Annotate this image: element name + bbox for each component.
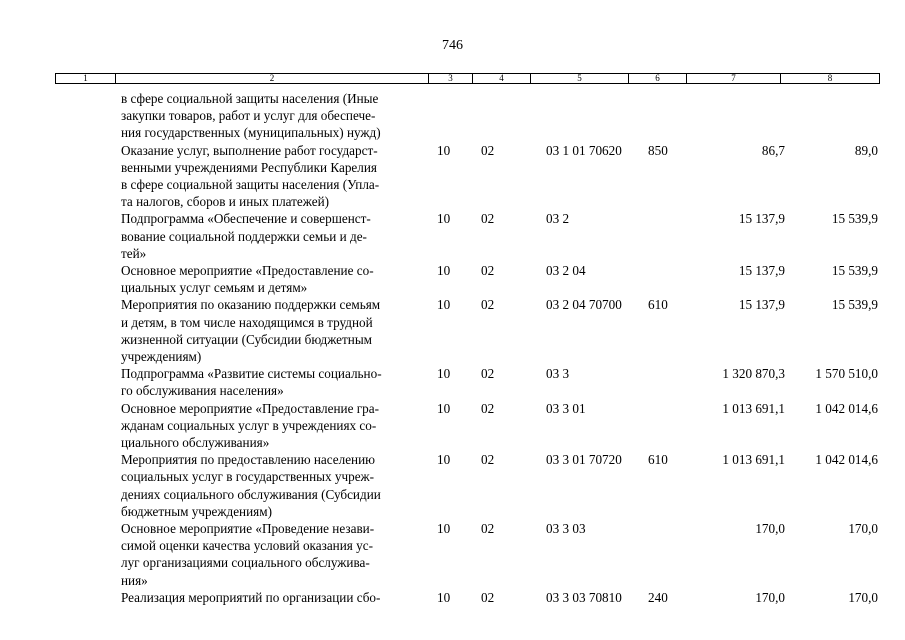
row-name [121,142,421,211]
cell-col-5: 03 2 04 70700 [546,297,622,313]
header-col-5: 5 [531,74,629,83]
row-name-line: Оказание услуг, выполнение работ государст- [121,142,378,158]
row-name-line: луг организациями социального обслужива- [121,555,370,571]
row-name-line: жизненной ситуации (Субсидии бюджетным [121,331,373,347]
cell-col-4: 02 [481,263,495,279]
cell-col-4: 02 [481,142,495,158]
row-name-line: социальных услуг в государственных учреж- [121,469,375,485]
cell-col-6: 610 [648,452,668,468]
table-row [0,296,905,365]
row-name [121,520,421,589]
row-name-line: го обслуживания населения» [121,383,284,399]
cell-col-8: 1 042 014,6 [815,400,878,416]
row-name-line: Подпрограмма «Обеспечение и совершенст- [121,211,371,227]
cell-col-8: 1 042 014,6 [815,452,878,468]
header-col-2: 2 [116,74,429,83]
row-name-line: жданам социальных услуг в учреждениях со- [121,417,377,433]
cell-col-3: 10 [437,400,451,416]
cell-col-6: 850 [648,142,668,158]
cell-col-4: 02 [481,521,495,537]
cell-col-7: 1 013 691,1 [722,452,785,468]
cell-col-3: 10 [437,142,451,158]
row-name-line: Подпрограмма «Развитие системы социально- [121,366,382,382]
cell-col-8: 15 539,9 [831,211,878,227]
row-name-line: учреждениям) [121,349,202,365]
table-body [0,90,905,606]
cell-col-7: 15 137,9 [738,297,785,313]
table-row [0,451,905,520]
cell-col-5: 03 3 01 [546,400,586,416]
cell-col-4: 02 [481,589,495,605]
row-name-line: Реализация мероприятий по организации сбо- [121,589,381,605]
cell-col-5: 03 2 [546,211,570,227]
cell-col-7: 15 137,9 [738,211,785,227]
cell-col-3: 10 [437,589,451,605]
header-col-6: 6 [629,74,687,83]
cell-col-7: 170,0 [755,589,785,605]
row-name-line: та налогов, сборов и иных платежей) [121,194,330,210]
cell-col-5: 03 3 03 70810 [546,589,622,605]
header-col-7: 7 [687,74,781,83]
header-col-1: 1 [56,74,116,83]
cell-col-3: 10 [437,297,451,313]
row-name [121,296,421,365]
row-name [121,400,421,452]
cell-col-4: 02 [481,366,495,382]
row-name-line: бюджетным учреждениям) [121,503,272,519]
header-col-4: 4 [473,74,531,83]
cell-col-6: 610 [648,297,668,313]
row-name-line: венными учреждениями Республики Карелия [121,159,377,175]
row-name [121,262,421,296]
table-row [0,589,905,606]
cell-col-4: 02 [481,452,495,468]
row-name-line: в сфере социальной защиты населения (Иные [121,91,379,106]
cell-col-8: 15 539,9 [831,297,878,313]
row-name-line: и детям, в том числе находящимся в трудной [121,314,373,330]
row-name [121,210,421,262]
cell-col-4: 02 [481,211,495,227]
cell-col-8: 89,0 [854,142,878,158]
cell-col-7: 86,7 [761,142,785,158]
cell-col-7: 170,0 [755,521,785,537]
row-name-line: закупки товаров, работ и услуг для обеспече- [121,108,376,124]
row-name-line: циального обслуживания» [121,435,270,451]
row-name-line: тей» [121,245,147,261]
cell-col-5: 03 2 04 [546,263,586,279]
cell-col-8: 15 539,9 [831,263,878,279]
row-name-line: ния государственных (муниципальных) нужд) [121,125,381,141]
table-row [0,90,905,142]
row-name [121,365,421,399]
row-name-line: Мероприятия по предоставлению населению [121,452,376,468]
cell-col-4: 02 [481,297,495,313]
table-row [0,210,905,262]
cell-col-7: 1 013 691,1 [722,400,785,416]
page-number: 746 [442,38,463,53]
table-header [55,73,880,84]
cell-col-7: 15 137,9 [738,263,785,279]
cell-col-7: 1 320 870,3 [722,366,785,382]
cell-col-3: 10 [437,452,451,468]
cell-col-5: 03 3 [546,366,570,382]
row-name-line: Мероприятия по оказанию поддержки семьям [121,297,381,313]
table-row [0,262,905,296]
cell-col-5: 03 1 01 70620 [546,142,622,158]
row-name [121,90,421,142]
row-name-line: ния» [121,572,148,588]
cell-col-3: 10 [437,366,451,382]
table-row [0,142,905,211]
row-name-line: вование социальной поддержки семьи и де- [121,228,367,244]
cell-col-3: 10 [437,211,451,227]
table-row [0,400,905,452]
cell-col-6: 240 [648,589,668,605]
cell-col-4: 02 [481,400,495,416]
row-name [121,451,421,520]
row-name-line: Основное мероприятие «Предоставление со- [121,263,374,279]
header-col-3: 3 [429,74,473,83]
cell-col-8: 170,0 [848,521,878,537]
cell-col-5: 03 3 01 70720 [546,452,622,468]
cell-col-3: 10 [437,521,451,537]
row-name-line: симой оценки качества условий оказания ус- [121,538,373,554]
table-row [0,520,905,589]
cell-col-5: 03 3 03 [546,521,586,537]
row-name-line: в сфере социальной защиты населения (Упла- [121,177,380,193]
row-name [121,589,421,606]
row-name-line: Основное мероприятие «Проведение незави- [121,521,375,537]
row-name-line: Основное мероприятие «Предоставление гра- [121,400,380,416]
cell-col-8: 170,0 [848,589,878,605]
row-name-line: дениях социального обслуживания (Субсидии [121,486,381,502]
table-row [0,365,905,399]
row-name-line: циальных услуг семьям и детям» [121,280,308,296]
header-col-8: 8 [827,73,833,83]
cell-col-3: 10 [437,263,451,279]
cell-col-8: 1 570 510,0 [815,366,878,382]
